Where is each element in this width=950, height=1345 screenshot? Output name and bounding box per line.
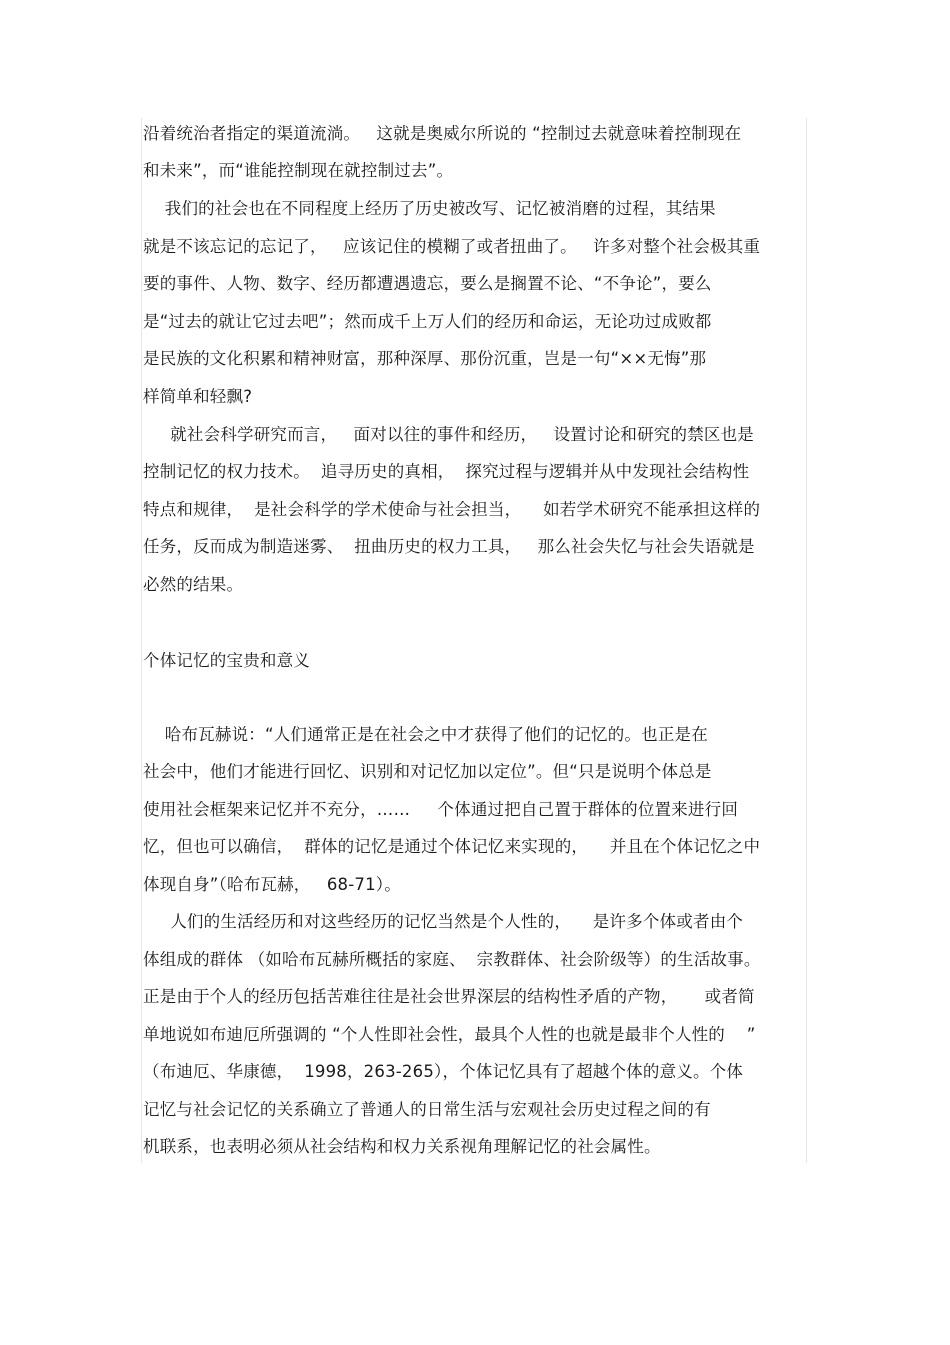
text-line: 必然的结果。 [143, 575, 244, 594]
text-line: 人们的生活经历和对这些经历的记忆当然是个人性的， 是许多个体或者由个 [143, 912, 744, 931]
text-line: 就社会科学研究而言， 面对以往的事件和经历， 设置讨论和研究的禁区也是 [143, 425, 754, 444]
text-line: 是民族的文化积累和精神财富，那种深厚、那份沉重，岂是一句“××无悔”那 [143, 349, 707, 368]
text-line: 忆，但也可以确信， 群体的记忆是通过个体记忆来实现的， 并且在个体记忆之中 [143, 837, 761, 856]
text-line: 就是不该忘记的忘记了， 应该记住的模糊了或者扭曲了。 许多对整个社会极其重 [143, 237, 761, 256]
text-line: 和未来”，而“谁能控制现在就控制过去”。 [143, 161, 454, 180]
text-line: 任务，反而成为制造迷雾、 扭曲历史的权力工具， 那么社会失忆与社会失语就是 [143, 537, 755, 556]
text-line: 单地说如布迪厄所强调的 “个人性即社会性，最具个人性的也就是最非个人性的 ” [143, 1025, 756, 1044]
text-line: 记忆与社会记忆的关系确立了普通人的日常生活与宏观社会历史过程之间的有 [143, 1100, 711, 1119]
text-line: 要的事件、人物、数字、经历都遭遇遗忘，要么是搁置不论、“不争论”，要么 [143, 274, 712, 293]
text-line: 控制记忆的权力技术。 追寻历史的真相， 探究过程与逻辑并从中发现社会结构性 [143, 462, 750, 481]
text-line: 体现自身”（哈布瓦赫， 68-71）。 [143, 875, 401, 894]
page-margin-line-left [141, 118, 142, 1163]
text-line: 使用社会框架来记忆并不充分，…… 个体通过把自己置于群体的位置来进行回 [143, 800, 739, 819]
text-line: 是“过去的就让它过去吧”；然而成千上万人们的经历和命运，无论功过成败都 [143, 312, 712, 331]
text-line: 样简单和轻飘? [143, 387, 253, 406]
section-heading: 个体记忆的宝贵和意义 [143, 651, 310, 670]
text-line: 机联系，也表明必须从社会结构和权力关系视角理解记忆的社会属性。 [143, 1137, 661, 1156]
page-margin-line-right [806, 118, 807, 1163]
text-line: （布迪厄、华康德， 1998，263-265），个体记忆具有了超越个体的意义。个体 [143, 1062, 744, 1081]
text-line: 沿着统治者指定的渠道流淌。 这就是奥威尔所说的 “控制过去就意味着控制现在 [143, 124, 742, 143]
text-line: 体组成的群体 （如哈布瓦赫所概括的家庭、 宗教群体、社会阶级等）的生活故事。 [143, 950, 761, 969]
text-line: 我们的社会也在不同程度上经历了历史被改写、记忆被消磨的过程，其结果 [143, 199, 716, 218]
text-line: 哈布瓦赫说：“人们通常正是在社会之中才获得了他们的记忆的。也正是在 [143, 725, 708, 744]
text-line: 特点和规律， 是社会科学的学术使命与社会担当， 如若学术研究不能承担这样的 [143, 500, 761, 519]
text-line: 社会中，他们才能进行回忆、识别和对记忆加以定位”。但“只是说明个体总是 [143, 762, 712, 781]
text-line: 正是由于个人的经历包括苦难往往是社会世界深层的结构性矛盾的产物， 或者简 [143, 987, 755, 1006]
